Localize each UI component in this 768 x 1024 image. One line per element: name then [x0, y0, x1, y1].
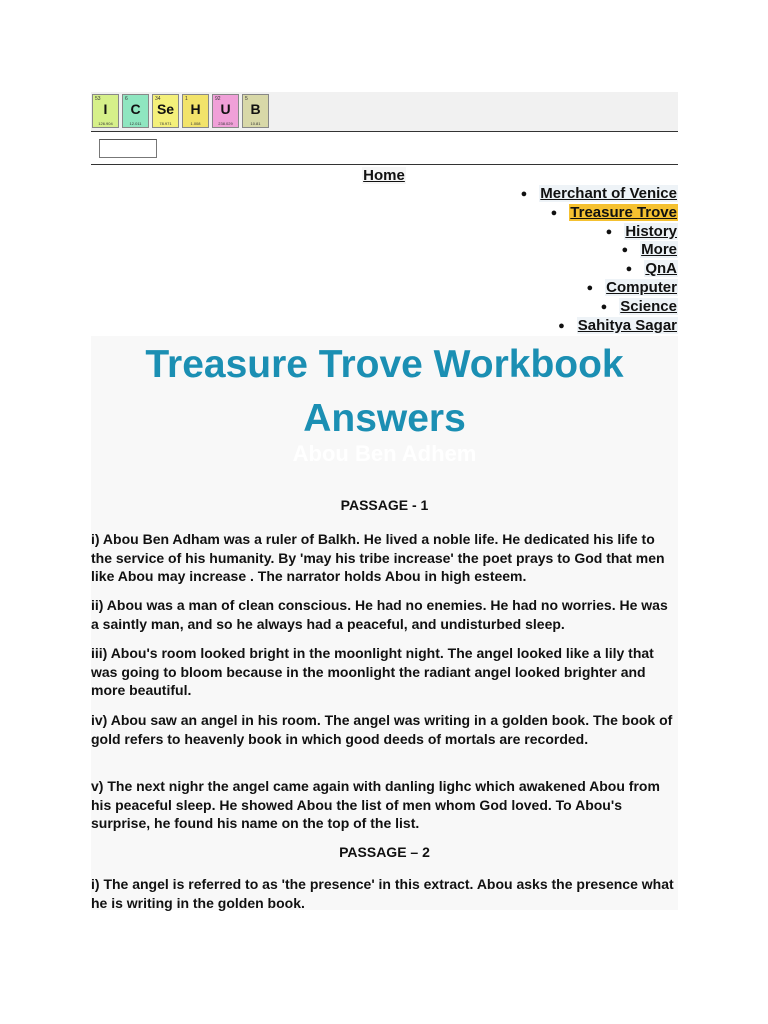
tile-atomic-number: 34 — [155, 96, 161, 102]
tile-mass: 78.971 — [159, 121, 172, 126]
nav-link[interactable]: Merchant of Venice — [540, 185, 677, 202]
header-divider — [91, 131, 678, 132]
tile-atomic-number: 5 — [245, 96, 248, 102]
tile-mass: 12.011 — [129, 121, 142, 126]
nav-item — [521, 279, 678, 298]
bullet-icon: ● — [520, 188, 528, 200]
logo-tile — [152, 94, 179, 128]
nav-item — [521, 204, 678, 223]
logo-tile — [212, 94, 239, 128]
bullet-icon: ● — [558, 319, 565, 332]
passage-2-answer-1: i) The angel is referred to as 'the presence' in this extract. Abou asks the presence what he is writing in the golden book. — [91, 876, 674, 911]
tile-symbol: I — [103, 101, 108, 117]
passage-1-answer-3: iii) Abou's room looked bright in the moonlight night. The angel looked like a lily that was going to bloom because in the moonlight the radiant angel looked brighter and more beautiful. — [91, 645, 654, 698]
nav-link[interactable]: More — [641, 241, 677, 259]
title-line-1: Treasure Trove Workbook — [145, 343, 624, 386]
logo-tile — [182, 94, 209, 128]
bullet-icon: ● — [550, 206, 558, 219]
nav-link[interactable]: History — [625, 222, 677, 240]
bullet-icon: ● — [600, 300, 608, 313]
logo-tile — [122, 94, 149, 128]
passage-1-answer-1: i) Abou Ben Adham was a ruler of Balkh. He lived a noble life. He dedicated his life to the service of his humanity. By 'may his tribe increase' the poet prays to God that men like Abou may increase . The narrator holds Abou in high esteem. — [91, 531, 665, 584]
article-body — [91, 336, 678, 910]
tile-mass: 1.008 — [190, 121, 201, 126]
nav-home-link[interactable] — [0, 167, 768, 184]
passage-2-heading: PASSAGE – 2 — [339, 844, 430, 860]
tile-symbol: Se — [156, 101, 175, 117]
page-title — [91, 338, 678, 446]
tile-atomic-number: 1 — [185, 96, 188, 102]
nav-item — [521, 260, 678, 279]
nav-link[interactable]: Sahitya Sagar — [577, 316, 677, 334]
tile-mass: 10.81 — [250, 121, 261, 126]
tile-atomic-number: 6 — [125, 96, 128, 102]
bullet-icon: ● — [625, 263, 633, 276]
nav-item — [521, 317, 678, 336]
passage-1-answer-4: iv) Abou saw an angel in his room. The angel was writing in a golden book. The book of gold refers to heavenly book in which good deeds of mortals are recorded. — [91, 712, 673, 747]
tile-symbol: U — [220, 101, 231, 117]
page-subtitle: Abou Ben Adhem — [292, 441, 477, 466]
search-input[interactable] — [99, 139, 157, 158]
tile-mass: 126.904 — [98, 121, 113, 126]
passage-1-heading: PASSAGE - 1 — [340, 497, 429, 513]
nav-menu — [521, 185, 678, 335]
home-label: Home — [363, 167, 405, 184]
icsehub-logo[interactable] — [92, 94, 272, 128]
tile-symbol: C — [130, 101, 141, 117]
passage-1-answer-2: ii) Abou was a man of clean conscious. He had no enemies. He had no worries. He was a saintly man, and so he always had a peaceful, and undisturbed sleep. — [91, 597, 668, 632]
nav-link[interactable]: QnA — [645, 260, 677, 278]
bullet-icon: ● — [605, 225, 613, 238]
tile-atomic-number: 53 — [95, 96, 101, 102]
logo-tile — [92, 94, 119, 128]
nav-item — [521, 223, 678, 242]
logo-tile — [242, 94, 269, 128]
nav-divider — [91, 164, 678, 165]
tile-atomic-number: 92 — [215, 96, 221, 102]
site-logo-strip — [91, 92, 678, 132]
passage-1-answer-5: v) The next nighr the angel came again with danling lighc which awakened Abou from his peaceful sleep. He showed Abou the list of men whom God loved. To Abou's surprise, he found his name on the top of the list. — [91, 778, 660, 831]
tile-symbol: B — [250, 101, 261, 117]
nav-item — [521, 298, 678, 317]
tile-mass: 238.029 — [218, 121, 233, 126]
nav-item — [521, 185, 678, 204]
nav-link[interactable]: Treasure Trove — [570, 203, 677, 221]
nav-link[interactable]: Science — [620, 297, 677, 315]
bullet-icon: ● — [621, 244, 629, 257]
tile-symbol: H — [190, 101, 201, 117]
nav-link[interactable]: Computer — [606, 278, 677, 296]
title-line-2: Answers — [303, 397, 466, 440]
nav-item — [521, 241, 678, 260]
bullet-icon: ● — [586, 281, 594, 294]
